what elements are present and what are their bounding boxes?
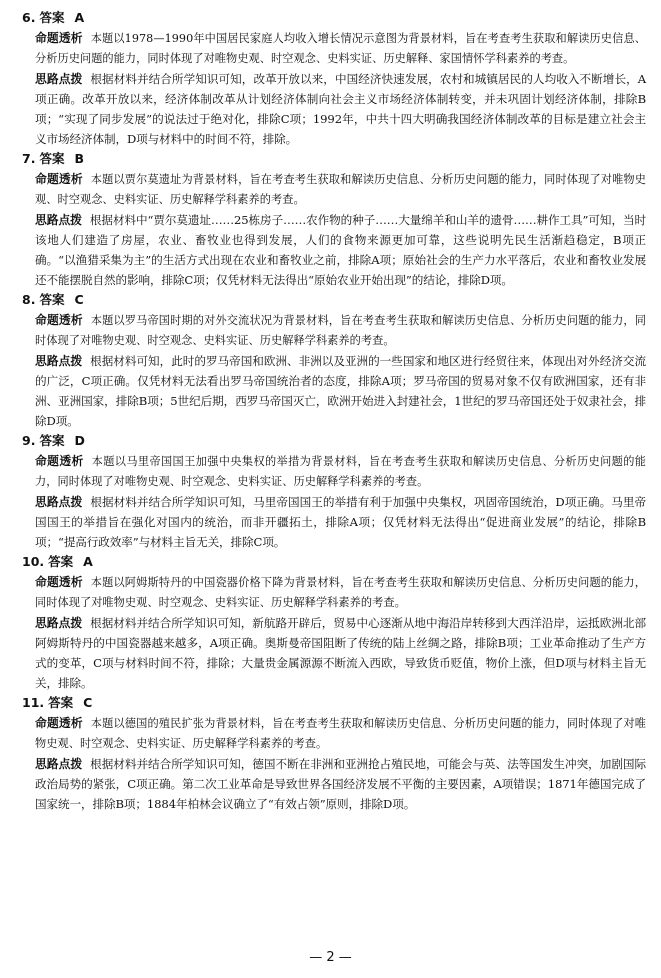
answer-letter: A — [83, 554, 93, 569]
analysis-label: 命题透析 — [35, 716, 83, 730]
hint-text: 根据材料并结合所学知识可知，德国不断在非洲和亚洲抢占殖民地，可能会与英、法等国发生冲突，加剧国际政治局势的紧张，C项正确。第二次工业革命是导致世界各国经济发展不平衡的主要因素，A项错误；1871年德国完成了国家统一，排除B项；1884年柏林会议确立了“有效占领”原则，排除D项。 — [35, 757, 646, 811]
question-8 — [22, 290, 646, 431]
analysis-text: 本题以德国的殖民扩张为背景材料，旨在考查考生获取和解读历史信息、分析历史问题的能力，同时体现了对唯物史观、时空观念、史料实证、历史解释学科素养的考查。 — [35, 717, 647, 750]
answer-label: 答案 — [48, 695, 74, 710]
question-header — [22, 431, 646, 451]
analysis-paragraph — [35, 451, 646, 492]
hint-paragraph — [35, 492, 646, 552]
analysis-text: 本题以马里帝国国王加强中央集权的举措为背景材料，旨在考查考生获取和解读历史信息、分析历史问题的能力，同时体现了对唯物史观、时空观念、史料实证、历史解释学科素养的考查。 — [35, 455, 647, 488]
question-number: 6. — [22, 10, 36, 25]
question-header — [22, 290, 646, 310]
question-header — [22, 693, 646, 713]
answer-letter: C — [83, 695, 93, 710]
question-11 — [22, 693, 646, 814]
answer-label: 答案 — [39, 151, 65, 166]
analysis-paragraph — [35, 169, 646, 210]
analysis-label: 命题透析 — [35, 454, 84, 468]
hint-text: 根据材料并结合所学知识可知，新航路开辟后，贸易中心逐渐从地中海沿岸转移到大西洋沿岸，运抵欧洲北部阿姆斯特丹的中国瓷器越来越多，A项正确。奥斯曼帝国阻断了传统的陆上丝绸之路，排除B项；工业革命推动了生产方式的变革，C项与材料时间不符，排除；大量贵金属源源不断流入西欧，导致货币贬值，物价上涨，但D项与材料主旨无关，排除。 — [35, 616, 646, 690]
hint-paragraph — [35, 754, 646, 814]
question-header — [22, 149, 646, 169]
hint-label: 思路点拨 — [35, 354, 83, 368]
hint-paragraph — [35, 351, 646, 431]
page-number: — 2 — — [309, 950, 352, 965]
hint-text: 根据材料可知，此时的罗马帝国和欧洲、非洲以及亚洲的一些国家和地区进行经贸往来，体现出对外经济交流的广泛，C项正确。仅凭材料无法看出罗马帝国统治者的态度，排除A项；罗马帝国的贸易对象不仅有欧洲国家，还有非洲、亚洲国家，排除B项；5世纪后期，西罗马帝国灭亡，欧洲开始进入封建社会，1世纪的罗马帝国还处于奴隶社会，排除D项。 — [35, 354, 646, 428]
hint-paragraph — [35, 210, 646, 290]
hint-text: 根据材料并结合所学知识可知，马里帝国国王的举措有利于加强中央集权，巩固帝国统治，D项正确。马里帝国国王的举措旨在强化对国内的统治，而非开疆拓土，排除A项；仅凭材料无法得出“促进商业发展”的结论，排除B项；“提高行政效率”与材料主旨无关，排除C项。 — [35, 495, 646, 549]
answer-label: 答案 — [39, 10, 65, 25]
answer-letter: C — [74, 292, 84, 307]
analysis-text: 本题以阿姆斯特丹的中国瓷器价格下降为背景材料，旨在考查考生获取和解读历史信息、分析历史问题的能力，同时体现了对唯物史观、时空观念、史料实证、历史解释学科素养的考查。 — [35, 576, 647, 609]
answer-letter: A — [74, 10, 85, 25]
question-number: 11. — [22, 695, 45, 710]
analysis-paragraph — [35, 28, 646, 69]
analysis-label: 命题透析 — [35, 31, 83, 45]
question-header — [22, 552, 646, 572]
hint-label: 思路点拨 — [35, 616, 83, 630]
question-10 — [22, 552, 646, 693]
analysis-label: 命题透析 — [35, 172, 83, 186]
answer-label: 答案 — [48, 554, 74, 569]
question-number: 9. — [22, 433, 36, 448]
question-number: 7. — [22, 151, 36, 166]
hint-text: 根据材料中“贾尔莫遗址……25栋房子……农作物的种子……大量绵羊和山羊的遗骨……耕作工具”可知，当时该地人们建造了房屋，农业、畜牧业也得到发展，人们的食物来源更加可靠，这些说明先民生活渐趋稳定，B项正确。“以渔猎采集为主”的生活方式出现在农业和畜牧业之前，排除A项；原始社会的生产力水平落后，农业和畜牧业发展还不能摆脱自然的影响，排除C项；仅凭材料无法得出“原始农业开始出现”的结论，排除D项。 — [35, 213, 646, 287]
question-7 — [22, 149, 646, 290]
analysis-paragraph — [35, 713, 646, 754]
analysis-paragraph — [35, 572, 646, 613]
analysis-text: 本题以1978—1990年中国居民家庭人均收入增长情况示意图为背景材料，旨在考查考生获取和解读历史信息、分析历史问题的能力，同时体现了对唯物史观、时空观念、史料实证、历史解释、家国情怀学科素养的考查。 — [35, 32, 647, 65]
answer-letter: B — [74, 151, 84, 166]
hint-paragraph — [35, 613, 646, 693]
question-number: 8. — [22, 292, 36, 307]
analysis-label: 命题透析 — [35, 575, 83, 589]
analysis-text: 本题以罗马帝国时期的对外交流状况为背景材料，旨在考查考生获取和解读历史信息、分析历史问题的能力，同时体现了对唯物史观、时空观念、史料实证、历史解释学科素养的考查。 — [35, 314, 647, 347]
hint-label: 思路点拨 — [35, 72, 83, 86]
analysis-paragraph — [35, 310, 646, 351]
answer-label: 答案 — [39, 433, 65, 448]
answer-label: 答案 — [39, 292, 65, 307]
hint-label: 思路点拨 — [35, 757, 83, 771]
analysis-label: 命题透析 — [35, 313, 83, 327]
question-number: 10. — [22, 554, 45, 569]
hint-text: 根据材料并结合所学知识可知，改革开放以来，中国经济快速发展，农村和城镇居民的人均收入不断增长，A项正确。改革开放以来，经济体制改革从计划经济体制向社会主义市场经济体制转变，并未巩固计划经济体制，排除B项；“实现了同步发展”的说法过于绝对化，排除C项；1992年，中共十四大明确我国经济体制改革的目标是建立社会主义市场经济体制，D项与材料中的时间不符，排除。 — [35, 72, 647, 146]
hint-paragraph — [35, 69, 646, 149]
answer-letter: D — [74, 433, 85, 448]
question-header — [22, 8, 646, 28]
answer-document — [22, 8, 646, 814]
analysis-text: 本题以贾尔莫遗址为背景材料，旨在考查考生获取和解读历史信息、分析历史问题的能力，同时体现了对唯物史观、时空观念、史料实证、历史解释学科素养的考查。 — [35, 173, 647, 206]
hint-label: 思路点拨 — [35, 213, 82, 227]
question-6 — [22, 8, 646, 149]
question-9 — [22, 431, 646, 552]
hint-label: 思路点拨 — [35, 495, 83, 509]
